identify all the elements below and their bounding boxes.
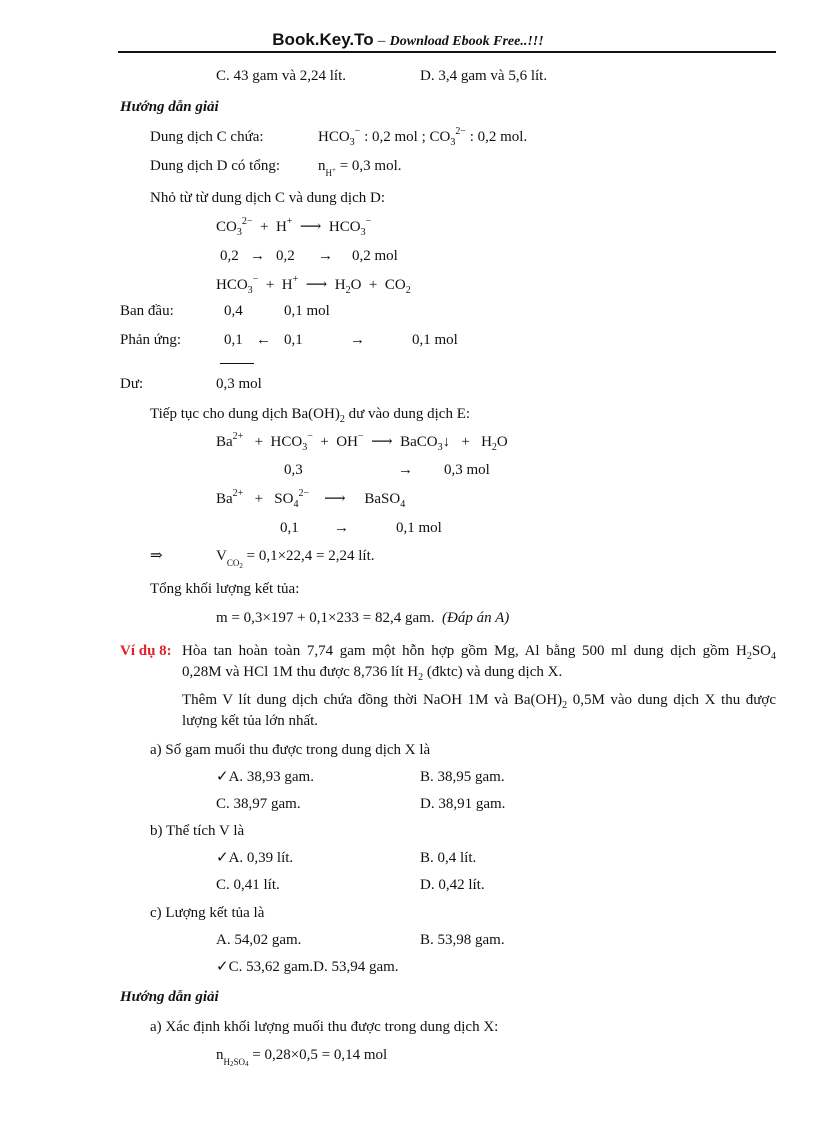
row-react-a: 0,1: [224, 332, 243, 348]
reaction-3-amount-b: 0,3 mol: [444, 462, 490, 478]
solution-d-label: Dung dịch D có tổng:: [150, 158, 280, 174]
row-excess-label: Dư:: [120, 376, 144, 392]
site-name: Book.Key.To: [272, 30, 374, 49]
question-a-option-d: D. 38,91 gam.: [420, 796, 506, 812]
reaction-4-amount-a: 0,1: [280, 520, 299, 536]
question-a: a) Số gam muối thu được trong dung dịch X là: [150, 742, 431, 758]
reaction-3-arrow: →: [398, 462, 413, 478]
step-a-text: a) Xác định khối lượng muối thu được trong dung dịch X:: [150, 1019, 499, 1035]
question-b-option-d: D. 0,42 lít.: [420, 877, 485, 893]
reaction-4-amount-b: 0,1 mol: [396, 520, 442, 536]
header-dash: –: [377, 33, 386, 49]
question-c: c) Lượng kết tủa là: [150, 905, 265, 921]
row-react-b: 0,1: [284, 332, 303, 348]
page-header: [0, 30, 816, 50]
header-tagline: Download Ebook Free..!!!: [389, 34, 544, 49]
answer-note: (Đáp án A): [442, 610, 510, 626]
continue-text: Tiếp tục cho dung dịch $Ba(OH)_2$ dư vào dung dịch E:: [150, 406, 471, 425]
row-react-c: 0,1 mol: [412, 332, 458, 348]
solution-heading-2: Hướng dẫn giải: [120, 989, 219, 1005]
question-b-option-a: ✓A. 0,39 lít.: [216, 850, 294, 866]
solution-drip-text: Nhỏ từ từ dung dịch C và dung dịch D:: [150, 190, 385, 206]
question-a-option-c: C. 38,97 gam.: [216, 796, 301, 812]
reaction-1-arrow-a: →: [250, 248, 265, 264]
reaction-2: $HCO_3^- + H^+$ ⟶ $H_2O + CO_2$: [216, 274, 411, 296]
header-rule: [118, 51, 776, 53]
row-initial-b: 0,1 mol: [284, 303, 330, 319]
question-b-option-c: C. 0,41 lít.: [216, 877, 280, 893]
solution-c-content: $HCO_3^-$ : 0,2 mol ; $CO_3^{2-}$ : 0,2 mol.: [318, 126, 528, 148]
row-react-arrow-2: →: [350, 332, 365, 348]
solution-c-label: Dung dịch C chứa:: [150, 129, 264, 145]
reaction-4: $Ba^{2+} + SO_4^{2-}$ ⟶ BaSO$_4$: [216, 488, 406, 510]
reaction-3-amount-a: 0,3: [284, 462, 303, 478]
co2-volume: $V_{CO_2} = 0,1\times 22,4 = 2,24$ lít.: [216, 548, 375, 570]
question-b-option-b: B. 0,4 lít.: [420, 850, 477, 866]
nh2so4-equation: $n_{H_2SO_4} = 0,28\times 0,5 = 0,14$ mol: [216, 1047, 388, 1068]
total-equation: m = 0,3×197 + 0,1×233 = 82,4 gam. (Đáp án A): [216, 610, 510, 626]
reaction-4-arrow: →: [334, 520, 349, 536]
solution-d-content: $n_{H^+} = 0,3$ mol.: [318, 158, 402, 178]
question-a-option-b: B. 38,95 gam.: [420, 769, 505, 785]
row-react-label: Phản ứng:: [120, 332, 182, 348]
question-c-option-b: B. 53,98 gam.: [420, 932, 505, 948]
reaction-3: $Ba^{2+} + HCO_3^- + OH^-$ ⟶ BaCO$_3$↓ + $H_2O$: [216, 431, 508, 453]
reaction-1-amount-b: 0,2: [276, 248, 295, 264]
reaction-1: $CO_3^{2-} + H^+$ ⟶ $HCO_3^-$: [216, 216, 372, 238]
prev-option-d: D. 3,4 gam và 5,6 lít.: [420, 68, 548, 84]
example-8-label: Ví dụ 8:: [120, 643, 172, 659]
question-a-option-a: ✓A. 38,93 gam.: [216, 769, 314, 785]
question-c-option-cd: ✓C. 53,62 gam.D. 53,94 gam.: [216, 959, 399, 975]
row-react-arrow-1: ←: [256, 332, 271, 348]
total-label: Tổng khối lượng kết tủa:: [150, 581, 300, 597]
reaction-1-amount-c: 0,2 mol: [352, 248, 398, 264]
example-8-statement: Hòa tan hoàn toàn 7,74 gam một hỗn hợp gồm Mg, Al bằng 500 ml dung dịch gồm $H_2SO_4$ 0,28M và HCl 1M thu được 8,736 lít $H_2$ (đktc) và dung dịch X.: [182, 643, 776, 683]
row-initial-label: Ban đầu:: [120, 303, 174, 319]
question-b: b) Thể tích V là: [150, 823, 245, 839]
reaction-1-amount-a: 0,2: [220, 248, 239, 264]
solution-heading: Hướng dẫn giải: [120, 99, 219, 115]
question-c-option-a: A. 54,02 gam.: [216, 932, 302, 948]
row-excess-a: 0,3 mol: [216, 376, 262, 392]
prev-option-c: C. 43 gam và 2,24 lít.: [216, 68, 346, 84]
row-initial-a: 0,4: [224, 303, 243, 319]
subtraction-rule: [220, 363, 254, 364]
implies-symbol: ⇒: [150, 548, 163, 564]
reaction-1-arrow-b: →: [318, 248, 333, 264]
example-8-paragraph-2: Thêm V lít dung dịch chứa đồng thời NaOH 1M và $Ba(OH)_2$ 0,5M vào dung dịch X thu được lượng kết tủa lớn nhất.: [182, 692, 776, 729]
